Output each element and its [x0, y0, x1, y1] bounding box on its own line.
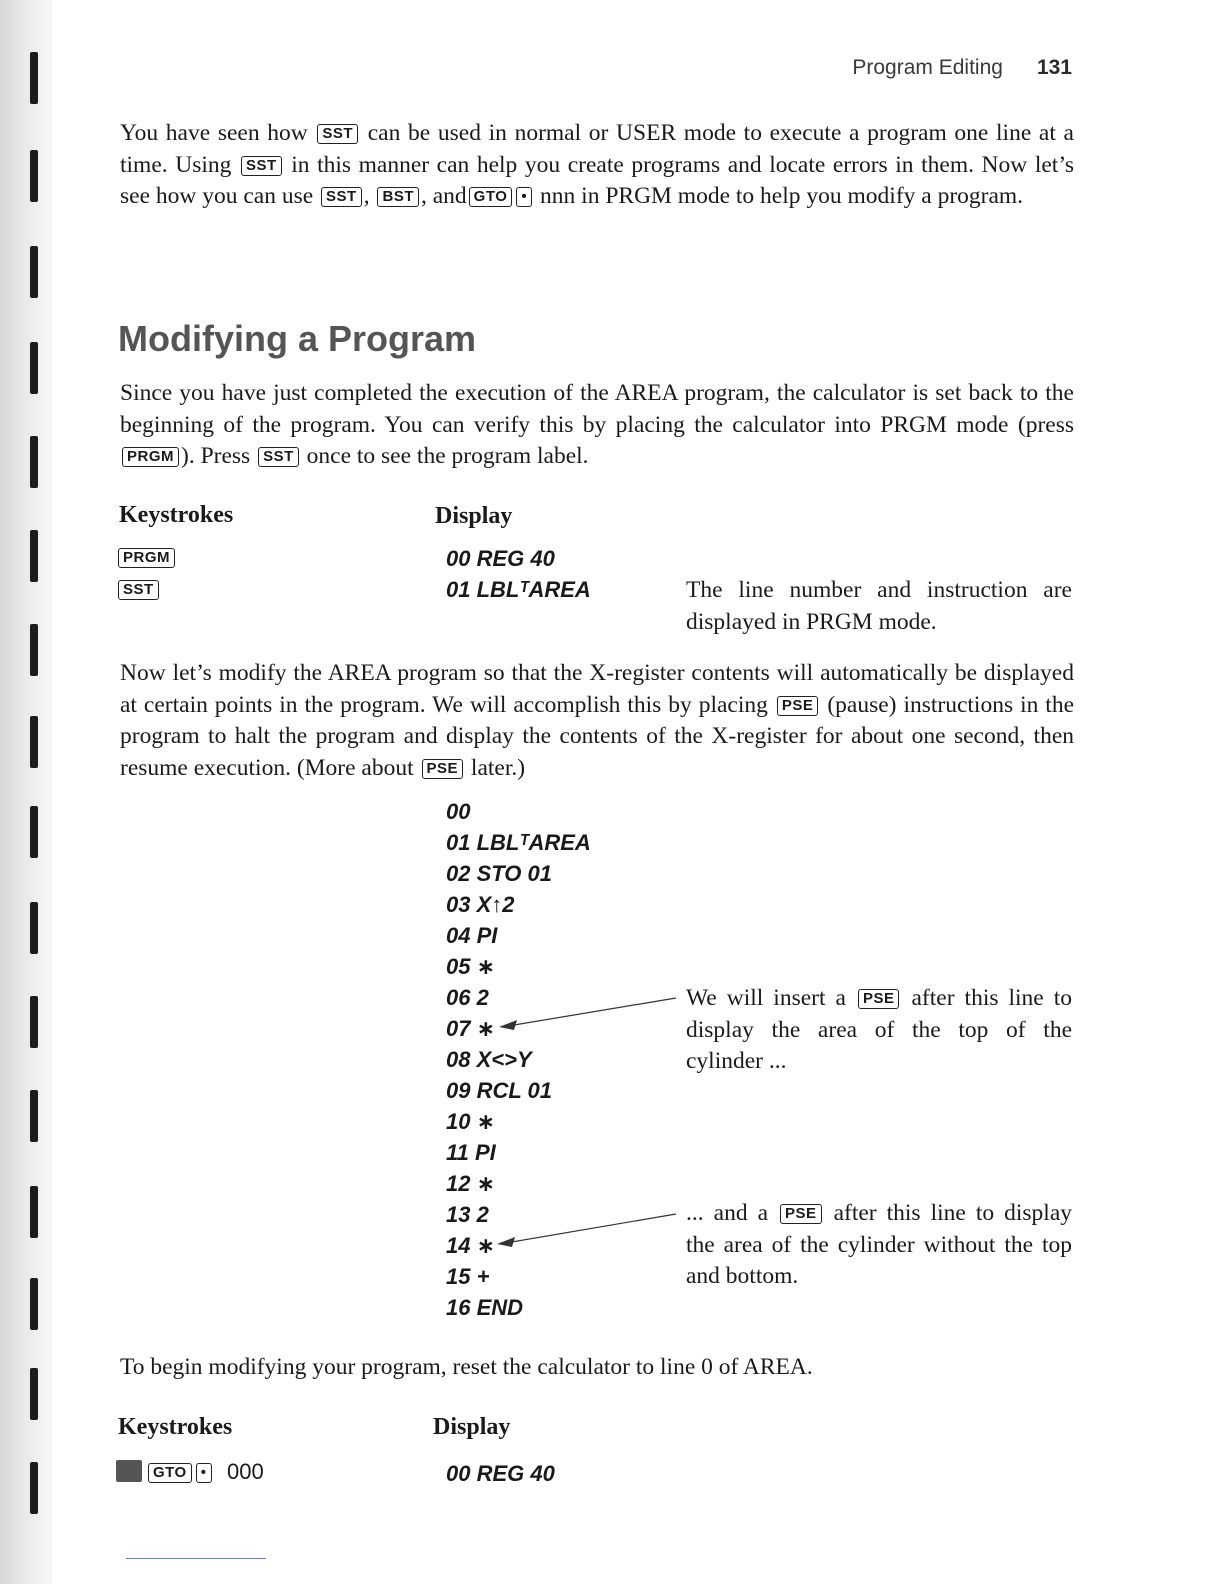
text: nnn in PRGM mode to help you modify a program. — [540, 183, 1024, 209]
section-heading: Modifying a Program — [118, 318, 477, 359]
key-prgm: PRGM — [118, 548, 175, 568]
text: once to see the program label. — [306, 443, 589, 469]
key-pse: PSE — [780, 1204, 822, 1224]
program-line: 04 PI — [446, 923, 498, 948]
key-sst: SST — [317, 124, 358, 144]
keystrokes-column-header: Keystrokes — [119, 502, 234, 528]
text: We will insert a — [686, 985, 846, 1011]
annotation-second-pause — [686, 1198, 1072, 1293]
program-line: 05 ∗ — [446, 954, 496, 979]
shift-key — [116, 1460, 142, 1482]
display-note: The line number and instruction are displayed in PRGM mode. — [686, 577, 1072, 635]
program-line: 15 + — [446, 1264, 490, 1289]
key-decimal-point: • — [196, 1463, 212, 1483]
text: (pause) instructions in the program to halt the program and display the contents of the X-register for about one second, then resume execution. (More about — [120, 691, 1075, 781]
program-line: 16 END — [446, 1295, 524, 1320]
program-line: 11 PI — [446, 1140, 496, 1165]
key-pse: PSE — [422, 759, 464, 779]
key-bst: BST — [377, 187, 419, 207]
text: Since you have just completed the execution of the AREA program, the calculator is set back to the beginning of the program. You can verify this by placing the calculator into PRGM mode (press — [120, 380, 1074, 438]
annotation-first-pause — [686, 983, 1072, 1078]
keystrokes-column-header: Keystrokes — [118, 1414, 233, 1440]
text: in this manner can help you create programs and locate errors in them. Now let’s see how you can use — [120, 151, 1074, 209]
program-line: 01 LBLᵀAREA — [446, 830, 591, 855]
program-line: 02 STO 01 — [446, 861, 552, 886]
text: after this line to display the area of the cylinder without the top and bottom. — [686, 1200, 1072, 1289]
text: You have seen how — [120, 120, 308, 146]
text: after this line to display the area of the top of the cylinder ... — [686, 985, 1073, 1074]
page-number: 131 — [1036, 56, 1072, 79]
program-line: 00 — [446, 799, 471, 824]
program-line: 03 X↑2 — [446, 892, 515, 917]
key-pse: PSE — [777, 696, 819, 716]
program-line: 08 X<>Y — [446, 1047, 532, 1072]
key-sst: SST — [321, 187, 362, 207]
key-sst: SST — [258, 447, 299, 467]
text: later.) — [470, 754, 526, 781]
program-line: 14 ∗ — [446, 1233, 496, 1258]
program-line: 09 RCL 01 — [446, 1078, 552, 1103]
arrow-line — [508, 998, 676, 1026]
display-column-header: Display — [435, 503, 513, 529]
program-line: 10 ∗ — [446, 1109, 496, 1134]
program-line: 13 2 — [446, 1202, 489, 1227]
key-sst: SST — [241, 156, 282, 176]
text: ... and a — [686, 1200, 769, 1226]
header-section-title: Program Editing — [852, 56, 1003, 79]
reset-paragraph: To begin modifying your program, reset the calculator to line 0 of AREA. — [120, 1354, 813, 1380]
program-line: 07 ∗ — [446, 1016, 496, 1041]
display-readout: 01 LBLᵀAREA — [446, 577, 591, 602]
key-sst: SST — [118, 580, 159, 600]
program-line: 12 ∗ — [446, 1171, 496, 1196]
key-prgm: PRGM — [122, 447, 179, 467]
display-readout: 00 REG 40 — [446, 1461, 555, 1486]
arrow-head — [497, 1237, 515, 1247]
display-readout: 00 REG 40 — [446, 546, 555, 571]
text: , — [363, 183, 370, 209]
key-gto: GTO — [469, 187, 513, 207]
text: can be used in normal or USER mode to execute a program one line at a time. Using — [120, 120, 1074, 178]
key-pse: PSE — [858, 989, 900, 1009]
program-line: 06 2 — [446, 985, 489, 1010]
key-decimal-point: • — [516, 187, 532, 207]
keystroke-digits: 000 — [227, 1459, 264, 1484]
arrow-head — [499, 1020, 517, 1030]
text: , and — [420, 183, 467, 209]
key-gto: GTO — [148, 1463, 192, 1483]
footnote-rule — [126, 1558, 266, 1559]
keystroke-cell — [116, 1459, 264, 1485]
text: Now let’s modify the AREA program so that the X-register contents will automatically be displayed at certain points in the program. We will accomplish this by placing — [120, 660, 1074, 718]
display-column-header: Display — [433, 1414, 511, 1440]
text: ). Press — [181, 443, 251, 469]
arrow-line — [506, 1214, 676, 1243]
